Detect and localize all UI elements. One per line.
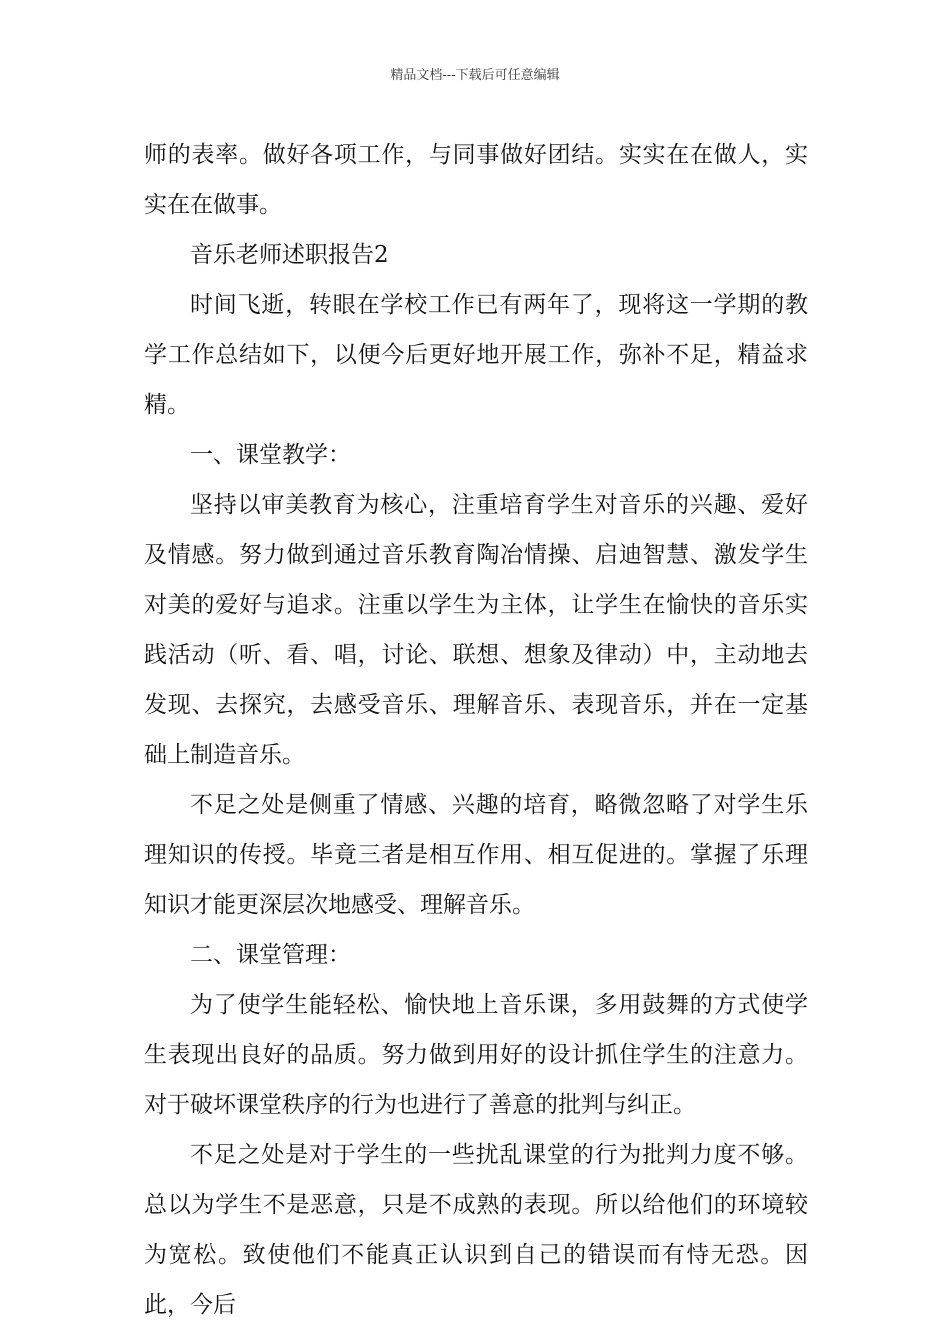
document-body — [144, 130, 808, 1330]
paragraph-teaching-approach: 坚持以审美教育为核心，注重培育学生对音乐的兴趣、爱好及情感。努力做到通过音乐教育陶冶情操、启迪智慧、激发学生对美的爱好与追求。注重以学生为主体，让学生在愉快的音乐实践活动（听、看、唱，讨论、联想、想象及律动）中，主动地去发现、去探究，去感受音乐、理解音乐、表现音乐，并在一定基础上制造音乐。 — [144, 492, 808, 768]
heading-classroom-teaching: 一、课堂教学： — [190, 442, 351, 468]
page-header: 精品文档---下载后可任意编辑 — [390, 68, 560, 83]
paragraph-teaching-shortcomings: 不足之处是侧重了情感、兴趣的培育，略微忽略了对学生乐理知识的传授。毕竟三者是相互作用、相互促进的。掌握了乐理知识才能更深层次地感受、理解音乐。 — [144, 792, 808, 918]
paragraph-management-shortcomings: 不足之处是对于学生的一些扰乱课堂的行为批判力度不够。总以为学生不是恶意，只是不成熟的表现。所以给他们的环境较为宽松。致使他们不能真正认识到自己的错误而有恃无恐。因此，今后 — [144, 1142, 808, 1318]
paragraph-continuation: 师的表率。做好各项工作，与同事做好团结。实实在在做人，实实在在做事。 — [144, 142, 808, 218]
heading-classroom-management: 二、课堂管理： — [190, 942, 351, 968]
paragraph-intro: 时间飞逝，转眼在学校工作已有两年了，现将这一学期的教学工作总结如下，以便今后更好地开展工作，弥补不足，精益求精。 — [144, 292, 808, 418]
paragraph-management-approach: 为了使学生能轻松、愉快地上音乐课，多用鼓舞的方式使学生表现出良好的品质。努力做到用好的设计抓住学生的注意力。对于破坏课堂秩序的行为也进行了善意的批判与纠正。 — [144, 992, 808, 1118]
section-title: 音乐老师述职报告2 — [190, 242, 389, 268]
